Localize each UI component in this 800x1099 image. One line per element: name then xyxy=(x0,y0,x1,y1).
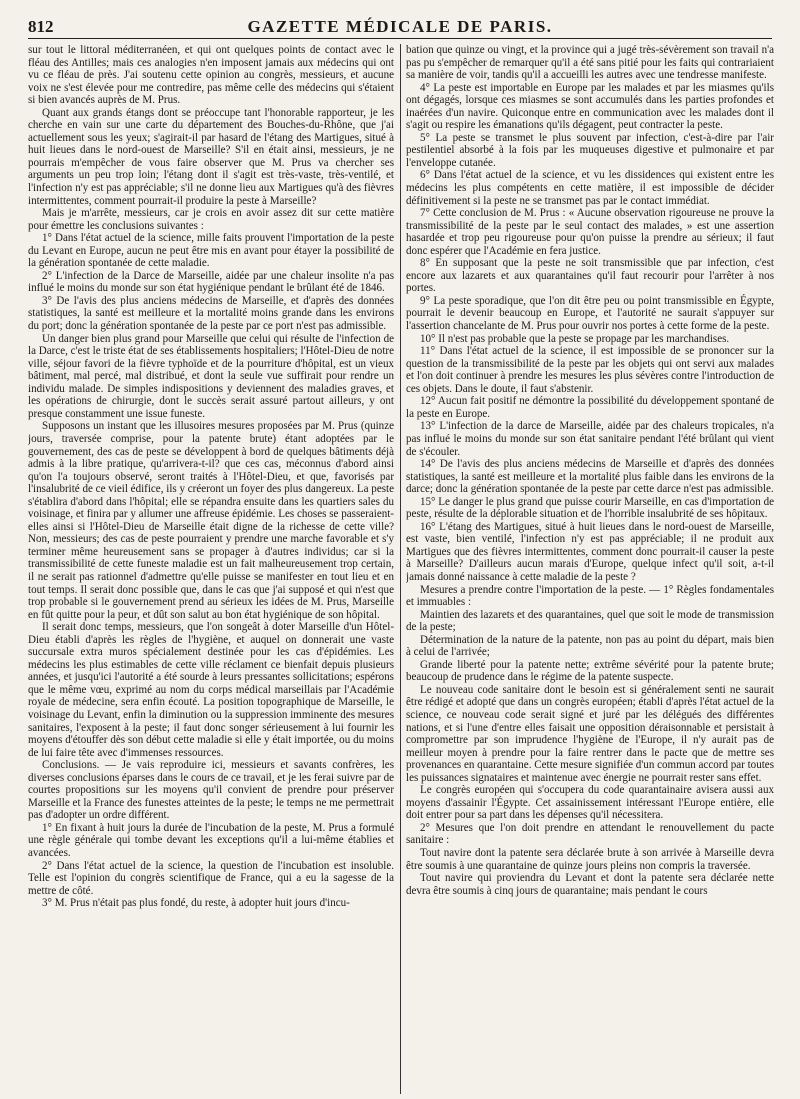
paragraph: Le congrès européen qui s'occupera du code quarantainaire avisera aussi aux moyens d'assainir l'Égypte. Cet assainissement intéressant l'Europe entière, elle doit entrer pour sa part dans les dépenses qu'il nécessitera. xyxy=(406,784,774,822)
right-column xyxy=(406,44,774,1096)
paragraph: 7° Cette conclusion de M. Prus : « Aucune observation rigoureuse ne prouve la transmissibilité de la peste par le seul contact des malades, » est une assertion hasardée et trop peu rigoureuse pour qu'on puisse la prendre au sérieux; il faut donc espérer que l'Académie en fera justice. xyxy=(406,207,774,257)
paragraph: 14° De l'avis des plus anciens médecins de Marseille et d'après des données statistiques, la santé est meilleure et la mortalité plus faible dans les environs de la darce; donc la génération spontanée de la peste par cette darce n'est pas admissible. xyxy=(406,458,774,496)
paragraph: Il serait donc temps, messieurs, que l'on songeât à doter Marseille d'un Hôtel-Dieu établi d'après les règles de l'hygiène, et auquel on donnerait une vaste succursale extra muros spécialement destinée pour les cas d'épidémies. Les médecins les plus estimables de cette ville réclament ce bienfait depuis plusieurs années, et jusqu'ici l'autorité a été sourde à leurs pressantes sollicitations; espérons que le même vœu, exprimé au nom du corps médical marseillais par l'Académie royale de médecine, sera enfin écouté. La position topographique de Marseille, le voisinage du Levant, enfin la diminution ou la suppression imminente des mesures sanitaires, l'exposent à la peste; il faut donc songer sérieusement à lui fournir les moyens d'étouffer dès son début cette maladie si elle y était importée, ou du moins de lui faire tête avec d'immenses ressources. xyxy=(28,621,394,759)
paragraph: Supposons un instant que les illusoires mesures proposées par M. Prus (quinze jours, traversée comprise, pour la patente brute) étant adoptées par le gouvernement, des cas de peste se développent à bord de quelques bâtiments déjà admis à la libre pratique, qu'arrivera-t-il? que ces cas, méconnus d'abord ainsi qu'on l'a toujours observé, seront traités à l'Hôtel-Dieu, et que, favorisés par l'insalubrité de ce vieil édifice, ils y créeront un foyer des plus dangereux. La peste s'établira d'abord dans l'hôpital; elle se répandra ensuite dans les quartiers sales du voisinage, et finira par y allumer une affreuse épidémie. Les choses se passeraient-elles ainsi si l'Hôtel-Dieu de Marseille était digne de la richesse de cette ville? Non, messieurs; des cas de peste pourraient y prendre une marche favorable et s'y terminer même heureusement sans se propager à d'autres individus; car si la transmissibilité de cette funeste maladie est un fait malheureusement trop certain, il ne serait pas rationnel d'admettre qu'elle puisse se manifester en tout lieu et en tout temps. Il serait donc possible que, dans le cas que j'ai supposé et qui n'est que trop probable si le gouvernement prend au sérieux les idées de M. Prus, Marseille en fût quitte pour la peur, et dût son salut au bon état hygiénique de son hôpital. xyxy=(28,420,394,621)
paragraph: Détermination de la nature de la patente, non pas au point du départ, mais bien à celui de l'arrivée; xyxy=(406,633,774,659)
left-column xyxy=(28,44,394,1096)
paragraph: 2° Mesures que l'on doit prendre en attendant le renouvellement du pacte sanitaire : xyxy=(406,821,774,847)
paragraph: Quant aux grands étangs dont se préoccupe tant l'honorable rapporteur, je les cherche en vain sur une carte du département des Bouches-du-Rhône, que j'ai actuellement sous les yeux; s'agirait-il par hasard de l'étang des Martigues, situé à huit lieues dans le nord-ouest de Marseille? S'il en était ainsi, messieurs, je ne pourrais m'empêcher de vous faire observer que M. Prus va chercher ses arguments un peu trop loin; l'étang dont il s'agit est très-vaste, très-ventilé, et l'infection n'y est pas appréciable; s'il ne donne lieu aux Martigues qu'à des fièvres intermittentes, comment pourrait-il produire la peste à Marseille? xyxy=(28,106,394,207)
paragraph: 9° La peste sporadique, que l'on dit être peu ou point transmissible en Égypte, pourrait le devenir beaucoup en Europe, et l'autorité ne saurait s'appuyer sur l'assertion chancelante de M. Prus pour ouvrir nos portes à cette forme de la peste. xyxy=(406,294,774,333)
paragraph: 6° Dans l'état actuel de la science, et vu les dissidences qui existent entre les médecins les plus compétents en cette matière, il est impossible de décider définitivement si la peste ne se transmet pas par le contact immédiat. xyxy=(406,169,774,207)
page-number: 812 xyxy=(28,17,54,36)
column-divider xyxy=(400,44,401,1094)
paragraph: sur tout le littoral méditerranéen, et qui ont quelques points de contact avec le fléau des Antilles; mais ces analogies n'en imposent jamais aux médecins qui ont vu ce fléau de près. J'ai soutenu cette opinion au congrès, messieurs, et aucune voix ne s'est élevée pour me contredire, pas même celle des médecins qui s'étaient si bien avancés auprès de M. Prus. xyxy=(28,44,394,107)
paragraph: 2° L'infection de la Darce de Marseille, aidée par une chaleur insolite n'a pas influé le moins du monde sur son état hygiénique pendant le brûlant été de 1846. xyxy=(28,269,394,295)
paragraph: 12° Aucun fait positif ne démontre la possibilité du développement spontané de la peste en Europe. xyxy=(406,395,774,420)
paragraph: Mesures a prendre contre l'importation de la peste. — 1° Règles fondamentales et immuables : xyxy=(406,583,774,609)
paragraph: 13° L'infection de la darce de Marseille, aidée par des chaleurs tropicales, n'a pas influé le moins du monde sur son état sanitaire pendant l'été brûlant qui vient de s'écouler. xyxy=(406,420,774,458)
paragraph: Mais je m'arrête, messieurs, car je crois en avoir assez dit sur cette matière pour émettre les conclusions suivantes : xyxy=(28,207,394,232)
paragraph: 8° En supposant que la peste ne soit transmissible que par infection, c'est encore aux lazarets et aux quarantaines qu'il faut recourir pour l'arrêter à nos portes. xyxy=(406,257,774,295)
paragraph: 3° M. Prus n'était pas plus fondé, du reste, à adopter huit jours d'incu- xyxy=(42,897,350,910)
paragraph: Tout navire qui proviendra du Levant et dont la patente sera déclarée nette devra être soumis à cinq jours de quarantaine; mais pendant le cours xyxy=(406,872,774,897)
paragraph: Tout navire dont la patente sera déclarée brute à son arrivée à Marseille devra être soumis à une quarantaine de quinze jours pleins non compris la traversée. xyxy=(406,847,774,872)
paragraph: 1° En fixant à huit jours la durée de l'incubation de la peste, M. Prus a formulé une règle générale qui tombe devant les exceptions qu'il a lui-même établies et avancées. xyxy=(28,821,394,859)
paragraph: bation que quinze ou vingt, et la province qui a jugé très-sévèrement son travail n'a pas pu s'empêcher de remarquer qu'il a été sans pitié pour les faits qui contrariaient sa manière de voir, tandis qu'il a accueilli les autres avec une tendresse manifeste. xyxy=(406,44,774,82)
paragraph: Maintien des lazarets et des quarantaines, quel que soit le mode de transmission de la peste; xyxy=(406,608,774,634)
paragraph: 11° Dans l'état actuel de la science, il est impossible de se prononcer sur la question de la transmissibilité de la peste par les objets qui ont servi aux malades et l'on doit continuer à prendre les mesures les plus sévères contre l'introduction de ces objets. Dans le doute, il faut s'abstenir. xyxy=(406,345,774,395)
page-header xyxy=(28,16,772,39)
paragraph: 3° De l'avis des plus anciens médecins de Marseille, et d'après des données statistiques, la santé est meilleure et la mortalité moins grande dans les environs du port; donc la génération spontanée de la peste par ce port n'est pas admissible. xyxy=(28,294,394,333)
paragraph: 2° Dans l'état actuel de la science, la question de l'incubation est insoluble. Telle est l'opinion du congrès scientifique de France, qui a eu la sagesse de la mettre de côté. xyxy=(28,859,394,897)
paragraph: 5° La peste se transmet le plus souvent par infection, c'est-à-dire par l'air pestilentiel absorbé à la fois par les muqueuses digestive et pulmonaire et par l'enveloppe cutanée. xyxy=(406,131,774,169)
paragraph: 16° L'étang des Martigues, situé à huit lieues dans le nord-ouest de Marseille, est vaste, bien ventilé, l'infection n'y est pas appréciable; il ne produit aux Martigues que des fièvres intermittentes, comment donc pourrait-il causer la peste à Marseille? D'ailleurs aucun marais d'Europe, quelque infect qu'il soit, a-t-il jamais donné naissance à cette maladie de la peste ? xyxy=(406,520,774,583)
paragraph: 15° Le danger le plus grand que puisse courir Marseille, en cas d'importation de peste, résulte de la déplorable situation et de l'horrible insalubrité de ses hôpitaux. xyxy=(406,495,774,521)
paragraph: Un danger bien plus grand pour Marseille que celui qui résulte de l'infection de la Darce, c'est le triste état de ses établissements hospitaliers; l'Hôtel-Dieu de notre ville, séjour favori de la fièvre typhoïde et de la pourriture d'hôpital, est un vieux bâtiment, mal percé, mal distribué, et dont la seule vue suffirait pour rendre un individu malade. De simples indispositions y deviennent des maladies graves, et les opérations de chirurgie, dont le succès serait assuré partout ailleurs, y ont presque constamment une issue funeste. xyxy=(28,332,394,420)
paragraph: Grande liberté pour la patente nette; extrême sévérité pour la patente brute; beaucoup de prudence dans le régime de la patente suspecte. xyxy=(406,658,774,684)
paragraph: Le nouveau code sanitaire dont le besoin est si généralement senti ne saurait être rédigé et adopté que dans un congrès européen; établi d'après l'état actuel de la science, ce nouveau code serait signé et juré par les délégués des différentes nations, et si l'une d'entre elles faisait une opposition déraisonnable et persistait à compromettre par son imprudence l'hygiène de l'Europe, il n'y aurait pas de meilleur moyen à prendre pour la faire rentrer dans le pacte que de mettre ses provenances en quarantaine. Cette mesure signifiée d'un commun accord par toutes les puissances signataires et maintenue avec énergie ne pourrait rester sans effet. xyxy=(406,683,774,784)
paragraph: 1° Dans l'état actuel de la science, mille faits prouvent l'importation de la peste du Levant en Europe, aucun ne peut être mis en avant pour étayer la possibilité de la génération spontanée de cette maladie. xyxy=(28,232,394,270)
journal-title: GAZETTE MÉDICALE DE PARIS. xyxy=(247,17,553,36)
paragraph: Conclusions. — Je vais reproduire ici, messieurs et savants confrères, les diverses conclusions éparses dans le cours de ce travail, et je les ferai suivre par de courtes propositions sur les moyens qu'il convient de prendre pour préserver Marseille et la France des funestes atteintes de la peste; le temps ne me permettrait pas d'adopter un ordre différent. xyxy=(28,759,394,822)
paragraph: 10° Il n'est pas probable que la peste se propage par les marchandises. xyxy=(420,332,730,345)
paragraph: 4° La peste est importable en Europe par les malades et par les miasmes qu'ils ont dégagés, lorsque ces miasmes se sont accumulés dans les parties profondes et inaérées d'un navire. Quiconque entre en communication avec les malades dont il s'agit ou respire les émanations qu'ils dégagent, peut contracter la peste. xyxy=(406,81,774,132)
